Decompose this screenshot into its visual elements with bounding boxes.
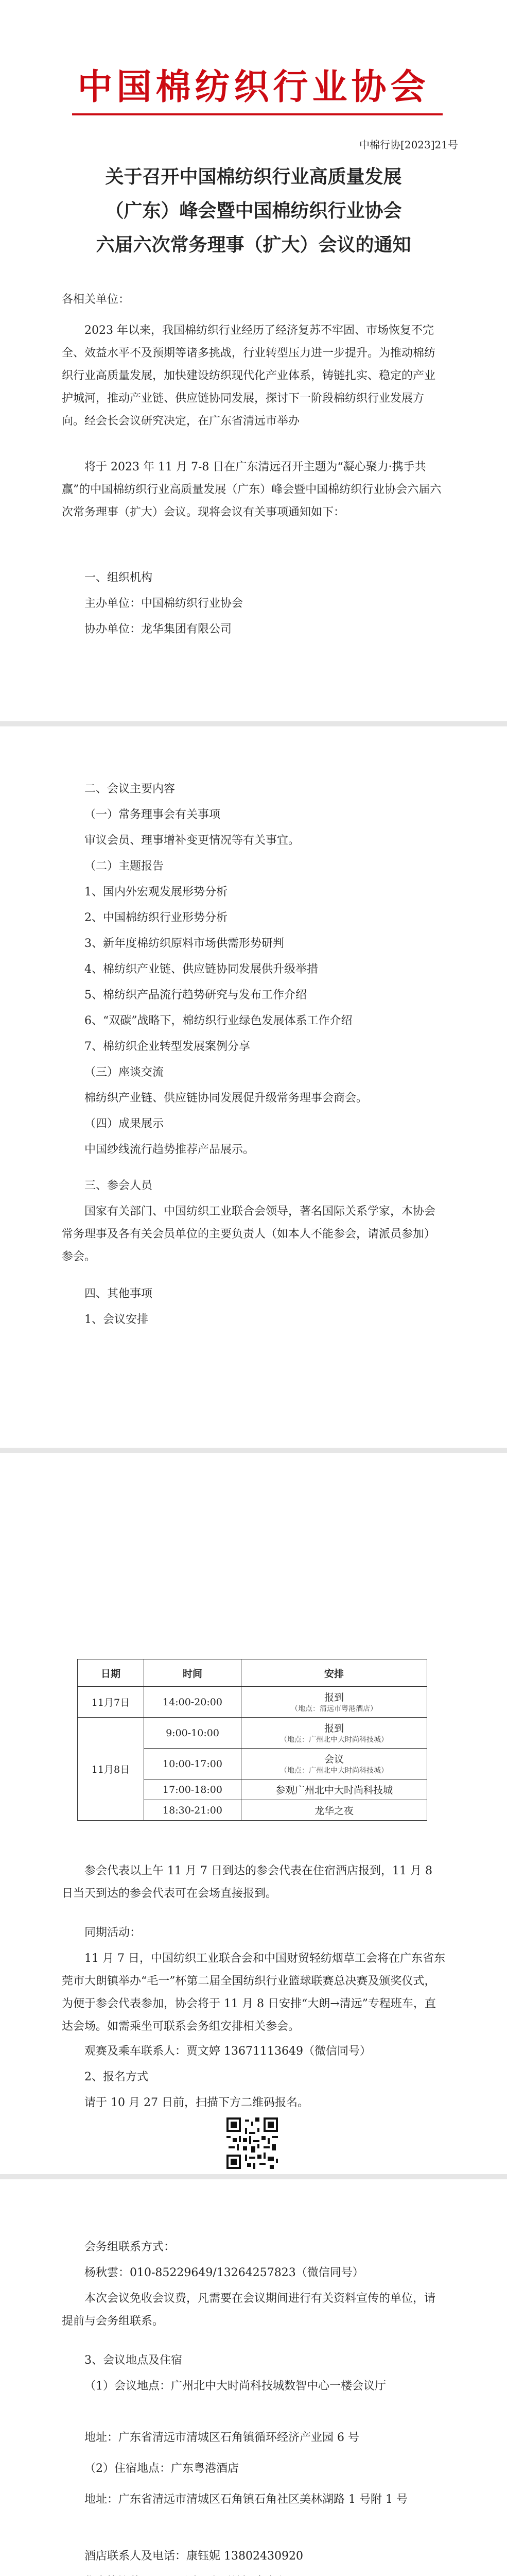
sec4-item1: 1、会议安排 xyxy=(84,1313,148,1326)
row-item-title: 报到 xyxy=(324,1723,344,1734)
concurrent-contact: 观赛及乘车联系人：贾文婷 13671113649（微信同号） xyxy=(84,2045,371,2058)
red-rule xyxy=(72,113,443,115)
doc-number: 中棉行协[2023]21号 xyxy=(359,139,458,151)
title-line-1: 关于召开中国棉纺织行业高质量发展 xyxy=(105,166,402,188)
header-date: 日期 xyxy=(78,1659,144,1687)
row-item xyxy=(241,1687,427,1718)
schedule-table xyxy=(77,1659,427,1821)
row-item-note: （地点：广州北中大时尚科技城） xyxy=(280,1767,388,1775)
report-5: 5、棉纺织产品流行趋势研究与发布工作介绍 xyxy=(84,989,307,1002)
sec4-heading: 四、其他事项 xyxy=(84,1287,153,1300)
table-row xyxy=(78,1687,427,1718)
header-arrangement: 安排 xyxy=(241,1659,427,1687)
concurrent-text: 11 月 7 日，中国纺织工业联合会和中国财贸轻纺烟草工会将在广东省东莞市大朗镇举办“毛一”杯第二届全国纺织行业篮球联赛总决赛及颁奖仪式，为便于参会代表参加，协会将于 11 月 8 日安排“大朗→清远”专程班车，直达会场。如需乘坐可联系会务组安排相关参会。 xyxy=(62,1952,445,2033)
row-date: 11月8日 xyxy=(78,1718,144,1821)
doc-title xyxy=(62,160,445,262)
row-item-title: 会议 xyxy=(324,1754,344,1765)
page-3 xyxy=(0,1453,507,2174)
venue-2-address: 地址：广东省清远市清城区石角镇石角社区美林湖路 1 号附 1 号 xyxy=(84,2493,408,2506)
row-item: 参观广州北中大时尚科技城 xyxy=(241,1780,427,1800)
sec3-heading: 三、参会人员 xyxy=(84,1179,153,1192)
row-item: 龙华之夜 xyxy=(241,1800,427,1821)
row-item-note: （地点：广州北中大时尚科技城） xyxy=(280,1736,388,1744)
title-line-2: （广东）峰会暨中国棉纺织行业协会 xyxy=(105,200,402,222)
venue-heading: 3、会议地点及住宿 xyxy=(84,2354,182,2367)
table-row xyxy=(78,1718,427,1749)
salutation: 各相关单位： xyxy=(62,293,130,306)
report-4: 4、棉纺织产业链、供应链协同发展供升级举措 xyxy=(84,963,318,976)
sec2-sub1-text: 审议会员、理事增补变更情况等有关事宜。 xyxy=(84,834,300,847)
sec1-heading: 一、组织机构 xyxy=(84,571,153,584)
header-time: 时间 xyxy=(144,1659,241,1687)
row-item xyxy=(241,1718,427,1749)
qr-code[interactable] xyxy=(226,2117,278,2169)
contacts-fee: 本次会议免收会议费，凡需要在会议期间进行有关资料宣传的单位，请提前与会务组联系。 xyxy=(62,2292,436,2328)
page-2 xyxy=(0,726,507,1448)
report-3: 3、新年度棉纺织原料市场供需形势研判 xyxy=(84,937,284,950)
row-time: 10:00-17:00 xyxy=(144,1749,241,1780)
venue-1: （1）会议地点：广州北中大时尚科技城数智中心一楼会议厅 xyxy=(84,2380,386,2393)
row-time: 18:30-21:00 xyxy=(144,1800,241,1821)
schedule-header-row xyxy=(78,1659,427,1687)
hotel-contact: 酒店联系人及电话：康钰妮 13802430920 xyxy=(84,2550,303,2563)
report-6: 6、“双碳”战略下，棉纺织行业绿色发展体系工作介绍 xyxy=(84,1014,353,1027)
row-time: 17:00-18:00 xyxy=(144,1780,241,1800)
sec2-sub4: （四）成果展示 xyxy=(84,1117,164,1130)
concurrent-heading: 同期活动： xyxy=(84,1926,142,1939)
sec2-sub3-text: 棉纺织产业链、供应链协同发展促升级常务理事会商会。 xyxy=(84,1092,368,1105)
sec1-host: 主办单位：中国棉纺织行业协会 xyxy=(84,597,243,610)
sec2-sub1: （一）常务理事会有关事项 xyxy=(84,808,221,821)
sec2-sub4-text: 中国纱线流行趋势推荐产品展示。 xyxy=(84,1143,255,1156)
intro-paragraph-2: 将于 2023 年 11 月 7-8 日在广东清远召开主题为“凝心聚力·携手共赢”的中国棉纺织行业高质量发展（广东）峰会暨中国棉纺织行业协会六届六次常务理事（扩大）会议。现将会议有关事项通知如下： xyxy=(62,461,442,519)
page-1 xyxy=(0,0,507,721)
row-time: 14:00-20:00 xyxy=(144,1687,241,1718)
sec2-sub3: （三）座谈交流 xyxy=(84,1066,164,1079)
sec2-sub2: （二）主题报告 xyxy=(84,860,164,873)
title-line-3: 六届六次常务理事（扩大）会议的通知 xyxy=(96,234,411,256)
hotel-price xyxy=(62,2571,291,2576)
report-7: 7、棉纺织企业转型发展案例分享 xyxy=(84,1040,250,1053)
row-item-title: 报到 xyxy=(324,1692,344,1703)
contacts-heading: 会务组联系方式： xyxy=(84,2241,176,2253)
report-1: 1、国内外宏观发展形势分析 xyxy=(84,886,228,899)
row-item xyxy=(241,1749,427,1780)
sec2-heading: 二、会议主要内容 xyxy=(84,783,176,795)
intro-paragraph-1: 2023 年以来，我国棉纺织行业经历了经济复苏不牢固、市场恢复不完全、效益水平不及预期等诸多挑战，行业转型压力进一步提升。为推动棉纺织行业高质量发展，加快建设纺织现代化产业体系，铸链扎实、稳定的产业护城河，推动产业链、供应链协同发展，探讨下一阶段棉纺织行业发展方向。经会长会议研究决定，在广东省清远市举办 xyxy=(62,324,436,428)
page-4 xyxy=(0,2179,507,2576)
report-2: 2、中国棉纺织行业形势分析 xyxy=(84,911,228,924)
reg-text: 请于 10 月 27 日前，扫描下方二维码报名。 xyxy=(84,2096,309,2109)
reg-heading: 2、报名方式 xyxy=(84,2071,148,2083)
row-date: 11月7日 xyxy=(78,1687,144,1718)
venue-1-address: 地址：广东省清远市清城区石角镇循环经济产业园 6 号 xyxy=(84,2431,359,2444)
arrange-text: 参会代表以上午 11 月 7 日到达的参会代表在住宿酒店报到，11 月 8 日当天到达的参会代表可在会场直接报到。 xyxy=(62,1865,432,1900)
sec3-text: 国家有关部门、中国纺织工业联合会领导，著名国际关系学家，本协会常务理事及各有关会员单位的主要负责人（如本人不能参会，请派员参加）参会。 xyxy=(62,1205,436,1263)
row-item-note: （地点：清远市粤港酒店） xyxy=(291,1705,377,1713)
sec1-co: 协办单位：龙华集团有限公司 xyxy=(84,623,232,636)
row-time: 9:00-10:00 xyxy=(144,1718,241,1749)
venue-2: （2）住宿地点：广东粤港酒店 xyxy=(84,2462,239,2475)
contacts-person: 杨秋雲：010-85229649/13264257823（微信同号） xyxy=(84,2266,364,2279)
letterhead-org: 中国棉纺织行业协会 xyxy=(77,66,430,108)
